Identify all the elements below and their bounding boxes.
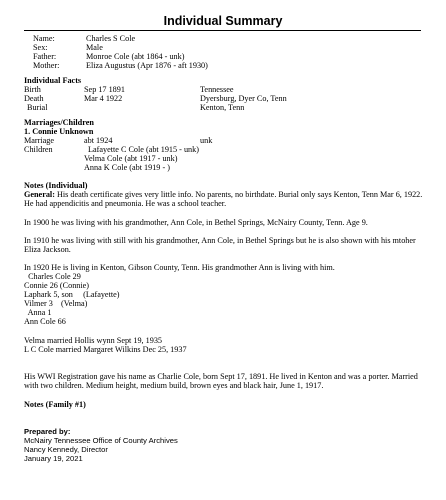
facts-heading: Individual Facts bbox=[24, 76, 82, 85]
prepared-label: Prepared by: bbox=[24, 427, 71, 436]
fact-death-label: Death bbox=[24, 94, 44, 103]
children-label: Children bbox=[24, 145, 53, 154]
father-value: Monroe Cole (abt 1864 - unk) bbox=[86, 52, 185, 61]
fact-birth-place: Tennessee bbox=[200, 85, 234, 94]
census-line: Connie 26 (Connie) bbox=[24, 281, 90, 290]
fact-birth-label: Birth bbox=[24, 85, 41, 94]
census-line: Ann Cole 66 bbox=[24, 317, 66, 326]
mother-value: Eliza Augustus (Apr 1876 - aft 1930) bbox=[86, 61, 208, 70]
census-line: Charles Cole 29 bbox=[24, 272, 81, 281]
census-line: Anna 1 bbox=[24, 308, 52, 317]
note-1910: In 1910 he was living with still with his grandmother, Ann Cole, in Bethel Springs but he is also shown with his mtoher Eliza Jackson. bbox=[24, 236, 416, 254]
note-1900: In 1900 he was living with his grandmother, Ann Cole, in Bethel Springs, McNairy County, Tenn. Age 9. bbox=[24, 218, 368, 227]
marriage-place: unk bbox=[200, 136, 213, 145]
title-divider bbox=[24, 30, 421, 31]
census-line: Vilmer 3 (Velma) bbox=[24, 299, 88, 308]
sex-label: Sex: bbox=[33, 43, 48, 52]
general-text: His death certificate gives very little info. No parents, no birthdate. Burial only says Kenton, Tenn Mar 6, 1922. He had appendicitis and pneumonia. He was a school teacher. bbox=[24, 190, 423, 208]
census-line: Laphark 5, son (Lafayette) bbox=[24, 290, 120, 299]
child-item: Lafayette C Cole (abt 1915 - unk) bbox=[88, 145, 199, 154]
child-item: Anna K Cole (abt 1919 - ) bbox=[84, 163, 170, 172]
family-notes-heading: Notes (Family #1) bbox=[24, 400, 86, 409]
name-label: Name: bbox=[33, 34, 55, 43]
note-1920: In 1920 He is living in Kenton, Gibson County, Tenn. His grandmother Ann is living with him. bbox=[24, 263, 335, 272]
marriage-note: Velma married Hollis wynn Sept 19, 1935 bbox=[24, 336, 163, 345]
general-label: General: bbox=[24, 190, 55, 199]
wwi-note: His WWI Registration gave his name as Charlie Cole, born Sept 17, 1891. He lived in Kenton and was a porter. Married with two children. Medium height, medium build, brown eyes and black hair, June 1, 1917. bbox=[24, 372, 418, 390]
prepared-date: January 19, 2021 bbox=[24, 454, 83, 463]
marriages-heading: Marriages/Children bbox=[24, 118, 94, 127]
father-label: Father: bbox=[33, 52, 57, 61]
page-title: Individual Summary bbox=[163, 14, 283, 28]
name-value: Charles S Cole bbox=[86, 34, 136, 43]
fact-burial-place: Kenton, Tenn bbox=[200, 103, 245, 112]
marriage-label: Marriage bbox=[24, 136, 55, 145]
mother-label: Mother: bbox=[33, 61, 60, 70]
child-item: Velma Cole (abt 1917 - unk) bbox=[84, 154, 178, 163]
fact-death-place: Dyersburg, Dyer Co, Tenn bbox=[200, 94, 287, 103]
marriage-note: L C Cole married Margaret Wilkins Dec 25, 1937 bbox=[24, 345, 187, 354]
notes-heading: Notes (Individual) bbox=[24, 181, 88, 190]
spouse-name: 1. Connie Unknown bbox=[24, 127, 94, 136]
fact-death-date: Mar 4 1922 bbox=[84, 94, 123, 103]
fact-birth-date: Sep 17 1891 bbox=[84, 85, 125, 94]
general-note bbox=[24, 190, 424, 208]
fact-burial-label: Burial bbox=[27, 103, 48, 112]
marriage-date: abt 1924 bbox=[84, 136, 113, 145]
prepared-org: McNairy Tennessee Office of County Archives bbox=[24, 436, 178, 445]
sex-value: Male bbox=[86, 43, 103, 52]
prepared-person: Nancy Kennedy, Director bbox=[24, 445, 108, 454]
